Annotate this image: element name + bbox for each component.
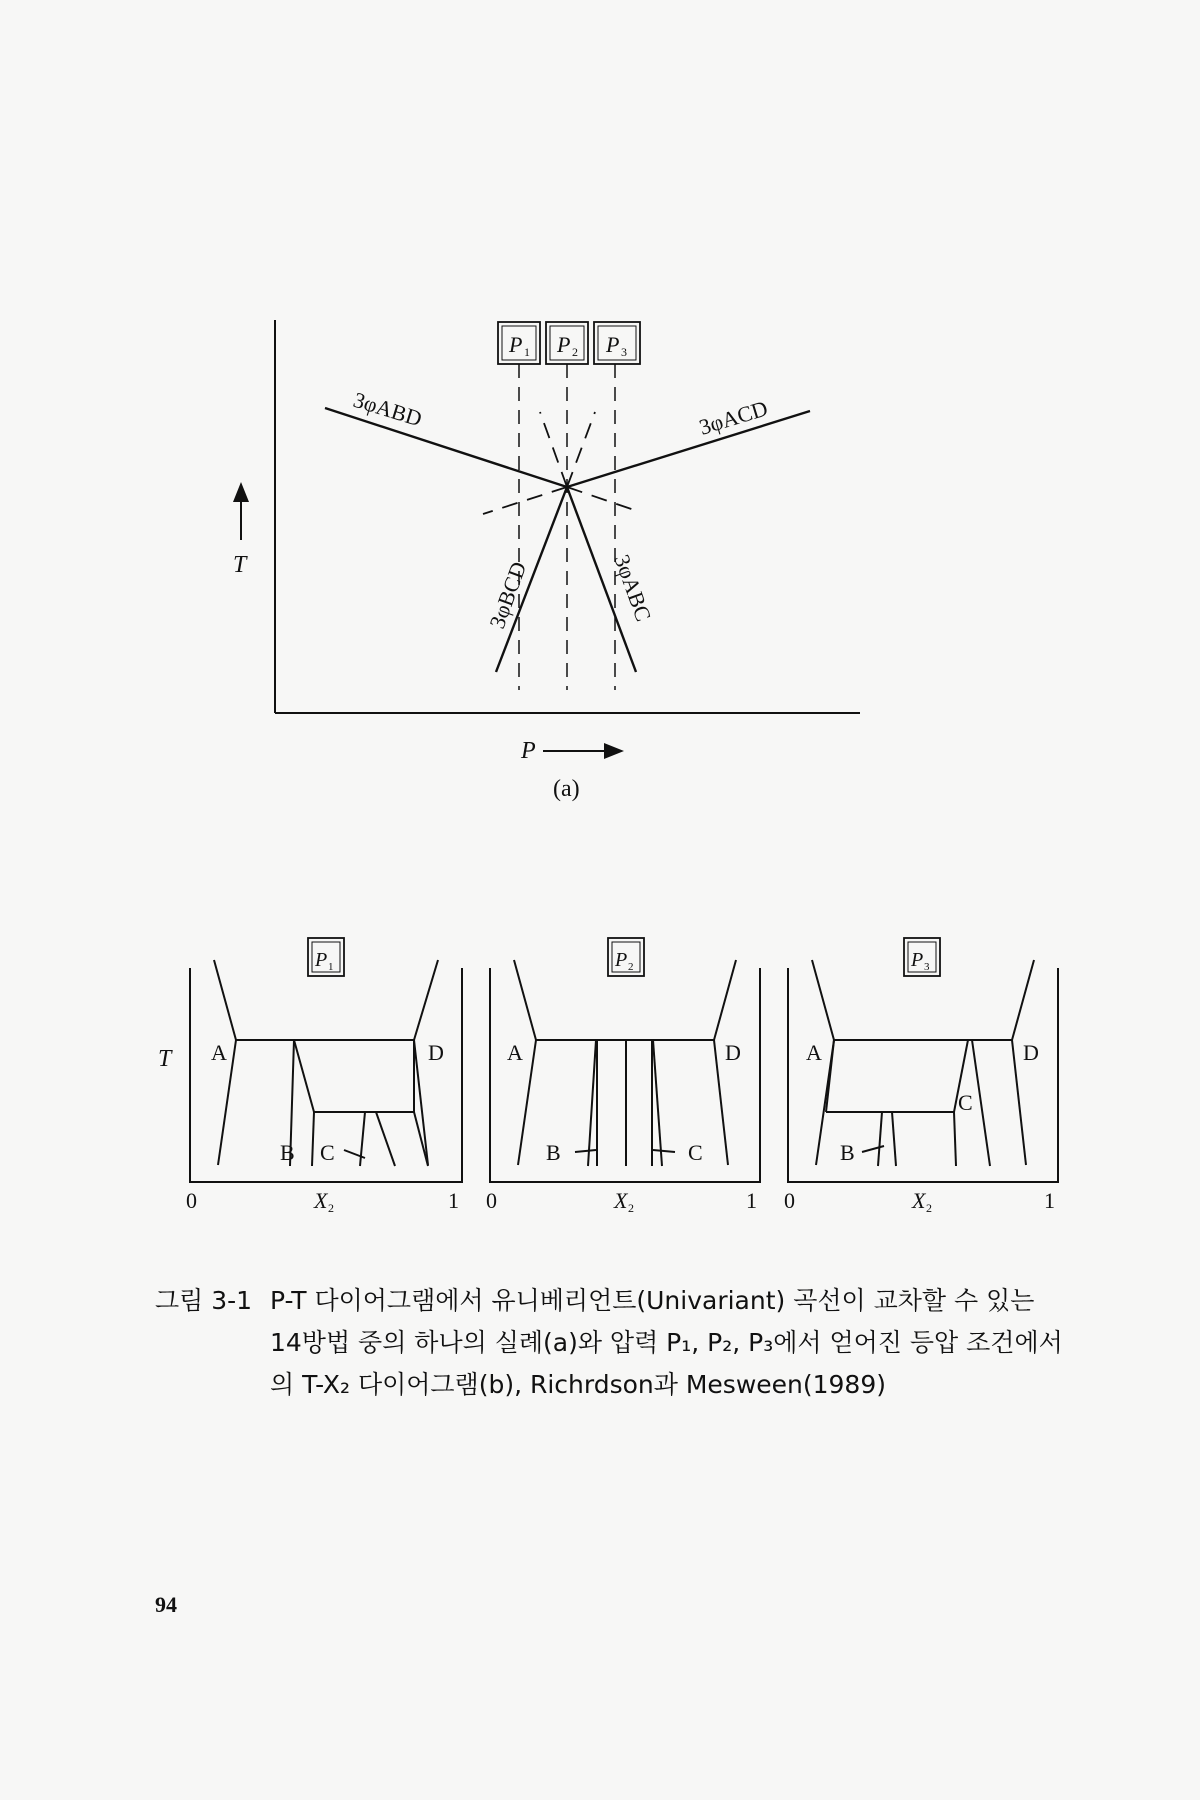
pressure-box-p1 (498, 322, 540, 364)
panel-p3-tick-0: 0 (784, 1188, 795, 1213)
panel-p1-label-d: D (428, 1040, 444, 1065)
panel-p2-label-c: C (688, 1140, 703, 1165)
panel-p2-label-b: B (546, 1140, 561, 1165)
panel-p1-tick-0: 0 (186, 1188, 197, 1213)
panel-p1-xlabel-letter: X (314, 1188, 328, 1213)
panel-p3-label-c: C (958, 1090, 973, 1115)
panel-p2-pressure-sub: 2 (628, 961, 634, 973)
panel-p2-label-a: A (507, 1040, 523, 1065)
panel-p1-tick-1: 1 (448, 1188, 459, 1213)
page-number: 94 (155, 1592, 177, 1617)
pressure-p2-sub: 2 (572, 345, 578, 359)
label-3phi-abc: 3φABC (609, 551, 657, 625)
pressure-box-p2 (546, 322, 588, 364)
label-3phi-abd: 3φABD (350, 386, 425, 432)
metastable-abc (540, 412, 567, 487)
panel-p3-pressure-letter: P (911, 949, 924, 971)
curve-acd (567, 411, 810, 487)
panel-p1-label-b: B (280, 1140, 295, 1165)
panel-p2-xlabel-sub: 2 (628, 1201, 634, 1215)
panel-p3-tick-1: 1 (1044, 1188, 1055, 1213)
caption-line-1: P-T 다이어그램에서 유니베리언트(Univariant) 곡선이 교차할 수 있는 (270, 1286, 1035, 1315)
panel-p1-xlabel-sub: 2 (328, 1201, 334, 1215)
pressure-box-p3 (594, 322, 640, 364)
panel-p3-label-a: A (806, 1040, 822, 1065)
panel-p1-label-a: A (211, 1040, 227, 1065)
panel-p1-label-c: C (320, 1140, 335, 1165)
panel-p3-xlabel-letter: X (912, 1188, 926, 1213)
panel-p2-xlabel-letter: X (614, 1188, 628, 1213)
pressure-p2-letter: P (557, 332, 571, 357)
metastable-bcd (567, 412, 595, 487)
caption-label: 그림 3-1 (155, 1286, 253, 1315)
panel-p3-label-b: B (840, 1140, 855, 1165)
panel-label-a: (a) (553, 776, 580, 802)
panel-p2-label-d: D (725, 1040, 741, 1065)
caption-line-2: 14방법 중의 하나의 실례(a)와 압력 P₁, P₂, P₃에서 얻어진 등압 조건에서 (270, 1328, 1063, 1357)
pressure-p3-letter: P (606, 332, 620, 357)
x-axis-label-p: P (521, 738, 536, 764)
panel-p3-xlabel-sub: 2 (926, 1201, 932, 1215)
panel-p2-tick-0: 0 (486, 1188, 497, 1213)
y-axis-label-t-b: T (158, 1046, 172, 1072)
metastable-acd (483, 487, 567, 514)
pressure-p3-sub: 3 (621, 345, 627, 359)
caption-body (270, 1280, 1063, 1406)
metastable-abd (567, 487, 640, 512)
panel-p3-label-d: D (1023, 1040, 1039, 1065)
panel-p1 (186, 938, 462, 1215)
panel-p2 (486, 938, 760, 1215)
panel-p1-pressure-sub: 1 (328, 961, 334, 973)
label-3phi-bcd: 3φBCD (484, 558, 532, 632)
label-3phi-acd: 3φACD (696, 395, 771, 440)
panel-p2-pressure-letter: P (615, 949, 628, 971)
panel-p3-pressure-sub: 3 (924, 961, 930, 973)
figure-b (0, 920, 1200, 1220)
pressure-p1-sub: 1 (524, 345, 530, 359)
panel-p3 (784, 938, 1058, 1215)
caption-line-3: 의 T-X₂ 다이어그램(b), Richrdson과 Mesween(1989) (270, 1370, 886, 1399)
pressure-p1-letter: P (509, 332, 523, 357)
panel-p2-tick-1: 1 (746, 1188, 757, 1213)
y-axis-label-t: T (233, 552, 247, 578)
curve-abd (325, 408, 567, 487)
panel-p1-pressure-letter: P (315, 949, 328, 971)
